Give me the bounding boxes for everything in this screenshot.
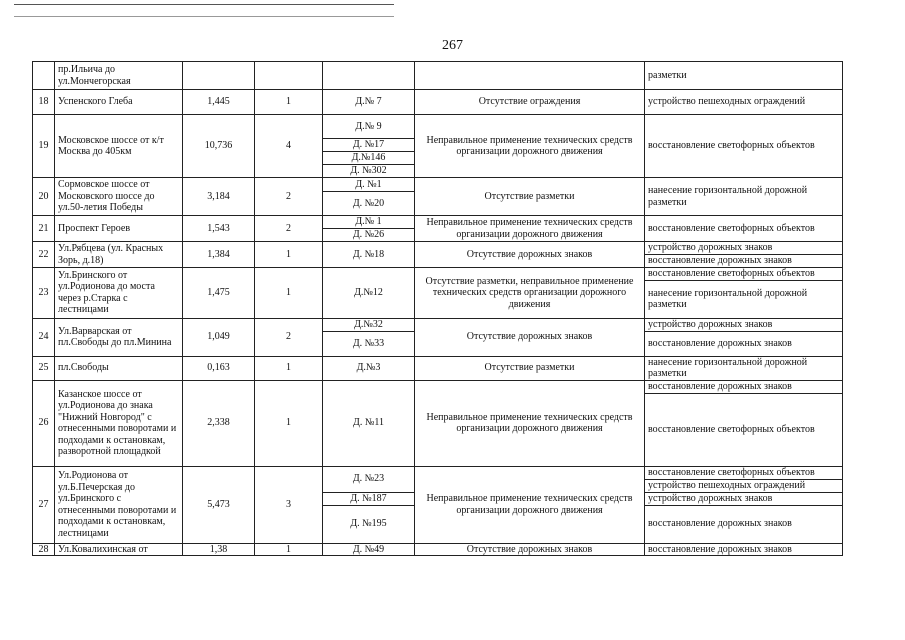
street-cell: Ул.Бринского от ул.Родионова до моста через р.Старка с лестницами <box>55 268 183 319</box>
measure-cell: устройство пешеходных ограждений <box>645 90 843 115</box>
row-number: 23 <box>33 268 55 319</box>
measure-cell: нанесение горизонтальной дорожной разметки <box>645 178 843 216</box>
house-cell: Д. №33 <box>323 331 415 356</box>
count-cell: 1 <box>255 543 323 556</box>
house-cell: Д. №195 <box>323 505 415 543</box>
street-cell: Ул.Варварская от пл.Свободы до пл.Минина <box>55 318 183 356</box>
house-cell: Д. №49 <box>323 543 415 556</box>
length-cell: 1,475 <box>183 268 255 319</box>
header-rule-secondary <box>14 16 394 17</box>
house-cell: Д. №302 <box>323 165 415 178</box>
house-cell: Д.№ 1 <box>323 216 415 229</box>
row-number: 21 <box>33 216 55 242</box>
measure-cell: нанесение горизонтальной дорожной разметки <box>645 356 843 380</box>
length-cell: 1,049 <box>183 318 255 356</box>
table-row <box>33 356 843 380</box>
issue-cell: Отсутствие дорожных знаков <box>415 318 645 356</box>
house-cell: Д.№146 <box>323 152 415 165</box>
measure-cell: устройство пешеходных ограждений <box>645 479 843 492</box>
header-rule <box>14 4 394 5</box>
row-number: 26 <box>33 380 55 466</box>
roads-table <box>32 61 843 556</box>
row-number: 24 <box>33 318 55 356</box>
issue-cell: Отсутствие дорожных знаков <box>415 242 645 268</box>
measure-cell: устройство дорожных знаков <box>645 492 843 505</box>
measure-cell: восстановление светофорных объектов <box>645 393 843 466</box>
house-cell: Д. №1 <box>323 178 415 192</box>
house-cell: Д. №17 <box>323 139 415 152</box>
measure-cell: восстановление светофорных объектов <box>645 466 843 479</box>
row-number: 18 <box>33 90 55 115</box>
length-cell: 1,384 <box>183 242 255 268</box>
measure-cell: восстановление дорожных знаков <box>645 255 843 268</box>
length-cell: 10,736 <box>183 115 255 178</box>
house-cell: Д. №187 <box>323 492 415 505</box>
count-cell: 1 <box>255 268 323 319</box>
length-cell: 2,338 <box>183 380 255 466</box>
row-number: 22 <box>33 242 55 268</box>
house-cell: Д. №26 <box>323 229 415 242</box>
measure-cell: устройство дорожных знаков <box>645 242 843 255</box>
table-row <box>33 90 843 115</box>
page-number: 267 <box>442 38 463 53</box>
measure-cell: восстановление дорожных знаков <box>645 380 843 393</box>
issue-cell: Отсутствие ограждения <box>415 90 645 115</box>
measure-cell: восстановление светофорных объектов <box>645 268 843 281</box>
measure-cell: восстановление дорожных знаков <box>645 331 843 356</box>
table-row <box>33 268 843 281</box>
measure-cell: восстановление дорожных знаков <box>645 543 843 556</box>
row-number: 27 <box>33 466 55 543</box>
measure-cell: разметки <box>645 62 843 90</box>
table-row <box>33 543 843 556</box>
street-cell: Казанское шоссе от ул.Родионова до знака "Нижний Новгород" с отнесенными поворотами и подходами к остановкам, разворотной площадкой <box>55 380 183 466</box>
house-cell: Д.№ 9 <box>323 115 415 139</box>
table-row <box>33 178 843 192</box>
row-number: 19 <box>33 115 55 178</box>
count-cell: 2 <box>255 318 323 356</box>
house-cell: Д. №11 <box>323 380 415 466</box>
issue-cell: Неправильное применение технических средств организации дорожного движения <box>415 466 645 543</box>
issue-cell: Отсутствие разметки <box>415 356 645 380</box>
count-cell: 4 <box>255 115 323 178</box>
street-cell: Проспект Героев <box>55 216 183 242</box>
table-row <box>33 466 843 479</box>
issue-cell: Неправильное применение технических средств организации дорожного движения <box>415 115 645 178</box>
count-cell: 2 <box>255 178 323 216</box>
street-cell: пр.Ильича до ул.Мончегорская <box>55 62 183 90</box>
measure-cell: восстановление светофорных объектов <box>645 115 843 178</box>
house-cell: Д. №23 <box>323 466 415 492</box>
table-row <box>33 380 843 393</box>
house-cell: Д. №20 <box>323 192 415 216</box>
measure-cell: восстановление дорожных знаков <box>645 505 843 543</box>
count-cell: 1 <box>255 356 323 380</box>
issue-cell: Неправильное применение технических средств организации дорожного движения <box>415 216 645 242</box>
issue-cell: Отсутствие разметки, неправильное применение технических средств организации дорожного движения <box>415 268 645 319</box>
house-cell: Д.№32 <box>323 318 415 331</box>
measure-cell: восстановление светофорных объектов <box>645 216 843 242</box>
house-cell: Д.№ 7 <box>323 90 415 115</box>
street-cell: пл.Свободы <box>55 356 183 380</box>
issue-cell: Неправильное применение технических средств организации дорожного движения <box>415 380 645 466</box>
measure-cell: нанесение горизонтальной дорожной разметки <box>645 280 843 318</box>
length-cell: 1,445 <box>183 90 255 115</box>
table-row <box>33 62 843 90</box>
street-cell: Успенского Глеба <box>55 90 183 115</box>
count-cell: 3 <box>255 466 323 543</box>
length-cell: 1,543 <box>183 216 255 242</box>
count-cell: 1 <box>255 242 323 268</box>
table-row <box>33 242 843 255</box>
street-cell: Ул.Родионова от ул.Б.Печерская до ул.Бринского с отнесенными поворотами и подходами к остановкам, лестницами <box>55 466 183 543</box>
count-cell: 2 <box>255 216 323 242</box>
street-cell: Ул.Ковалихинская от <box>55 543 183 556</box>
table-row <box>33 216 843 229</box>
house-cell: Д.№12 <box>323 268 415 319</box>
count-cell: 1 <box>255 380 323 466</box>
house-cell: Д.№3 <box>323 356 415 380</box>
count-cell: 1 <box>255 90 323 115</box>
length-cell: 3,184 <box>183 178 255 216</box>
row-number: 28 <box>33 543 55 556</box>
measure-cell: устройство дорожных знаков <box>645 318 843 331</box>
street-cell: Сормовское шоссе от Московского шоссе до ул.50-летия Победы <box>55 178 183 216</box>
street-cell: Московское шоссе от к/т Москва до 405км <box>55 115 183 178</box>
length-cell: 1,38 <box>183 543 255 556</box>
house-cell: Д. №18 <box>323 242 415 268</box>
issue-cell: Отсутствие дорожных знаков <box>415 543 645 556</box>
street-cell: Ул.Рябцева (ул. Красных Зорь, д.18) <box>55 242 183 268</box>
table-row <box>33 115 843 139</box>
length-cell: 5,473 <box>183 466 255 543</box>
row-number: 20 <box>33 178 55 216</box>
table-row <box>33 318 843 331</box>
row-number: 25 <box>33 356 55 380</box>
length-cell: 0,163 <box>183 356 255 380</box>
issue-cell: Отсутствие разметки <box>415 178 645 216</box>
